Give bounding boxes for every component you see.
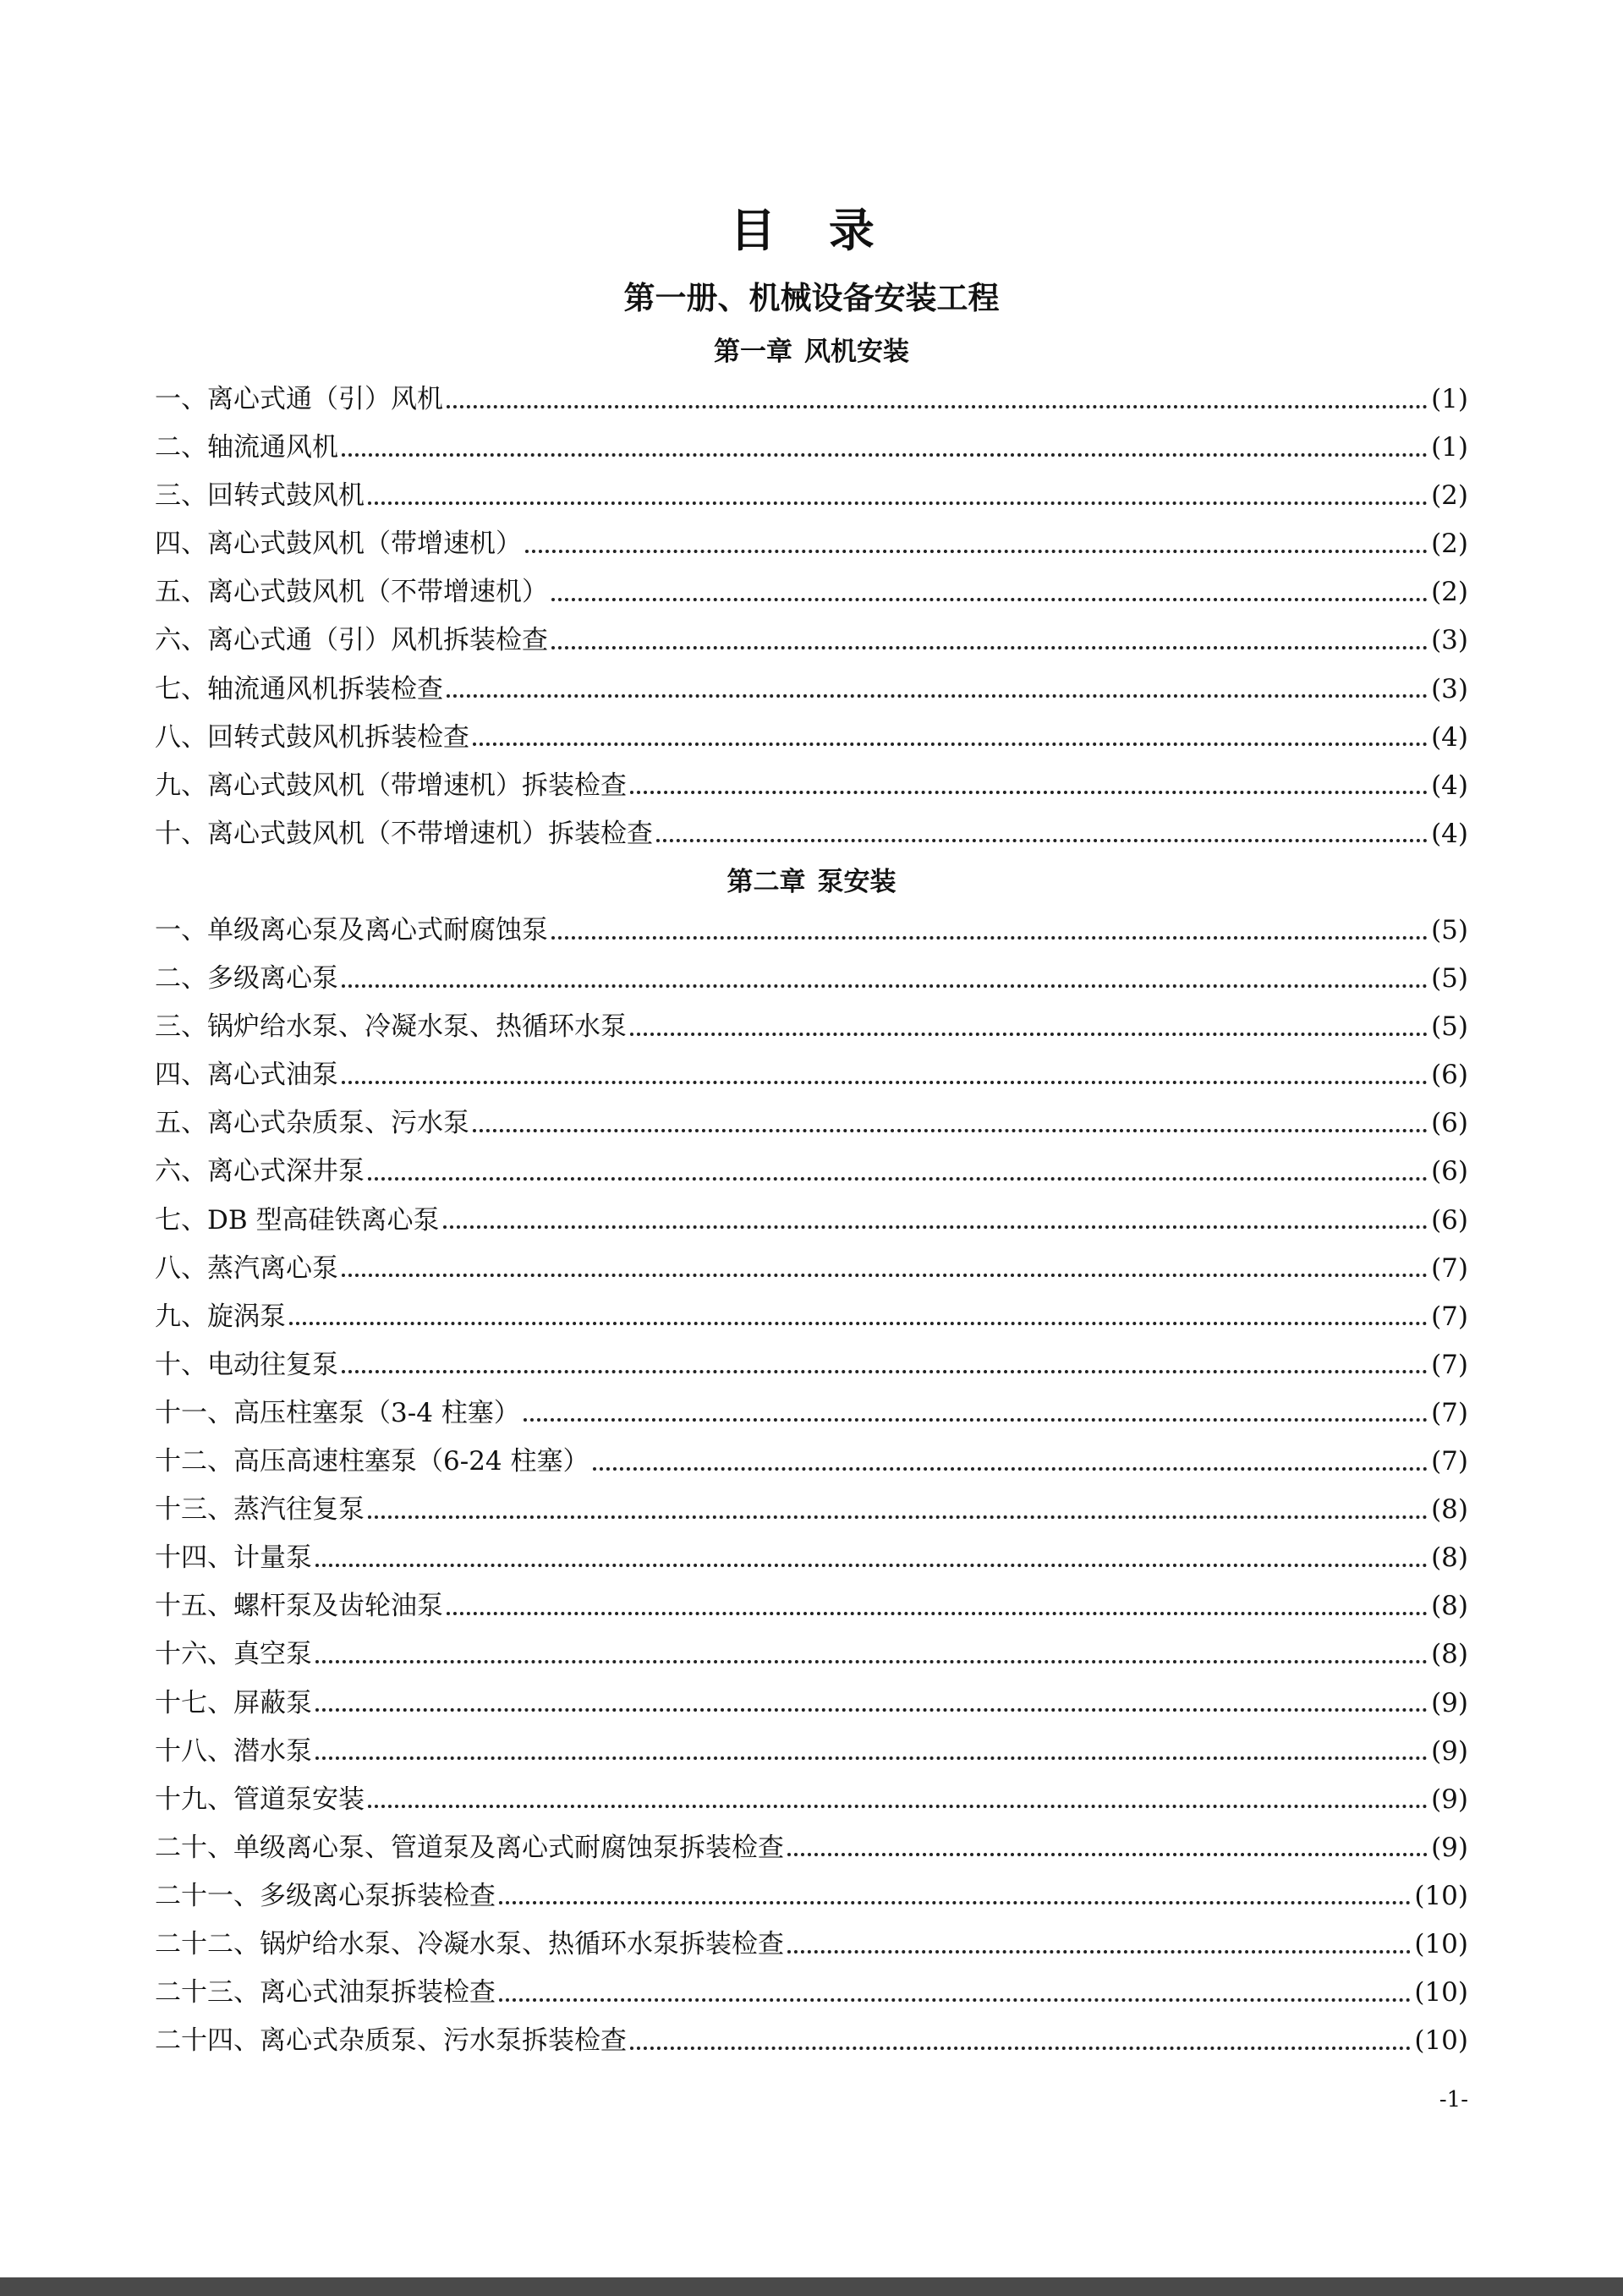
toc-entry-page: (3) bbox=[1431, 673, 1468, 704]
toc-entry bbox=[155, 1776, 1468, 1824]
toc-entry-label: 二十二、锅炉给水泵、冷凝水泵、热循环水泵拆装检查 bbox=[155, 1928, 784, 1959]
toc-entry bbox=[155, 1969, 1468, 2017]
toc-entry bbox=[155, 1389, 1468, 1438]
toc-entry bbox=[155, 810, 1468, 858]
toc-entry-page: (2) bbox=[1431, 577, 1468, 608]
toc-entry-label: 十五、螺杆泵及齿轮油泵 bbox=[155, 1591, 443, 1622]
dot-leader bbox=[289, 1322, 1428, 1325]
toc-entry-label: 二、轴流通风机 bbox=[155, 432, 338, 463]
toc-entry-label: 二十一、多级离心泵拆装检查 bbox=[155, 1880, 496, 1911]
toc-entry-page: (7) bbox=[1431, 1252, 1468, 1284]
toc-entry-page: (9) bbox=[1431, 1687, 1468, 1718]
toc-entry-page: (8) bbox=[1431, 1591, 1468, 1622]
toc-entry-label: 十九、管道泵安装 bbox=[155, 1784, 365, 1815]
toc-list-chapter-1 bbox=[155, 375, 1468, 858]
toc-entry bbox=[155, 955, 1468, 1003]
toc-entry-page: (8) bbox=[1431, 1494, 1468, 1526]
toc-entry bbox=[155, 1728, 1468, 1776]
toc-entry-label: 四、离心式油泵 bbox=[155, 1060, 338, 1091]
dot-leader bbox=[630, 1033, 1428, 1036]
dot-leader bbox=[342, 1081, 1428, 1084]
toc-entry-label: 三、回转式鼓风机 bbox=[155, 480, 365, 512]
toc-entry bbox=[155, 1003, 1468, 1051]
toc-entry bbox=[155, 520, 1468, 568]
toc-entry bbox=[155, 666, 1468, 714]
toc-entry-label: 七、DB 型高硅铁离心泵 bbox=[155, 1204, 440, 1236]
toc-entry-page: (5) bbox=[1431, 963, 1468, 995]
dot-leader bbox=[342, 1370, 1428, 1373]
volume-title: 第一册、机械设备安装工程 bbox=[623, 280, 1000, 316]
toc-entry bbox=[155, 1148, 1468, 1196]
dot-leader bbox=[368, 1805, 1428, 1808]
toc-entry-label: 六、离心式深井泵 bbox=[155, 1156, 365, 1187]
toc-entry bbox=[155, 424, 1468, 472]
toc-entry-label: 六、离心式通（引）风机拆装检查 bbox=[155, 625, 548, 656]
dot-leader bbox=[551, 598, 1428, 601]
chapter-heading-2 bbox=[0, 862, 1623, 902]
toc-entry-page: (10) bbox=[1414, 1928, 1468, 1959]
dot-leader bbox=[551, 936, 1428, 940]
toc-entry-page: (6) bbox=[1431, 1156, 1468, 1187]
toc-entry bbox=[155, 1293, 1468, 1341]
toc-entry bbox=[155, 1341, 1468, 1389]
toc-entry bbox=[155, 1245, 1468, 1293]
toc-entry-page: (7) bbox=[1431, 1349, 1468, 1380]
toc-entry bbox=[155, 762, 1468, 810]
dot-leader bbox=[368, 1515, 1428, 1519]
dot-leader bbox=[630, 791, 1428, 794]
toc-entry-label: 二、多级离心泵 bbox=[155, 963, 338, 995]
toc-entry-page: (7) bbox=[1431, 1397, 1468, 1428]
dot-leader bbox=[342, 984, 1428, 988]
toc-entry-label: 十六、真空泵 bbox=[155, 1639, 312, 1670]
toc-entry-page: (10) bbox=[1414, 2025, 1468, 2057]
toc-entry-label: 九、旋涡泵 bbox=[155, 1301, 286, 1332]
toc-entry-page: (2) bbox=[1431, 480, 1468, 512]
toc-entry-label: 十、离心式鼓风机（不带增速机）拆装检查 bbox=[155, 818, 653, 849]
toc-entry-page: (8) bbox=[1431, 1639, 1468, 1670]
dot-leader bbox=[499, 1998, 1411, 2002]
toc-entry bbox=[155, 1630, 1468, 1679]
toc-entry-label: 十、电动往复泵 bbox=[155, 1349, 338, 1380]
chapter-number: 第一章 bbox=[714, 337, 792, 367]
toc-entry-page: (9) bbox=[1431, 1735, 1468, 1767]
toc-entry bbox=[155, 1582, 1468, 1630]
toc-entry bbox=[155, 1486, 1468, 1534]
toc-entry-page: (6) bbox=[1431, 1204, 1468, 1236]
toc-entry bbox=[155, 568, 1468, 616]
toc-entry-label: 二十三、离心式油泵拆装检查 bbox=[155, 1977, 496, 2008]
toc-entry-label: 一、单级离心泵及离心式耐腐蚀泵 bbox=[155, 915, 548, 945]
toc-entry-label: 九、离心式鼓风机（带增速机）拆装检查 bbox=[155, 770, 627, 801]
toc-entry bbox=[155, 1921, 1468, 1969]
toc-entry-page: (8) bbox=[1431, 1543, 1468, 1574]
toc-entry-label: 十二、高压高速柱塞泵（6-24 柱塞） bbox=[155, 1446, 589, 1477]
toc-entry bbox=[155, 1051, 1468, 1099]
toc-entry-page: (6) bbox=[1431, 1108, 1468, 1139]
dot-leader bbox=[787, 1950, 1411, 1954]
toc-entry-page: (1) bbox=[1431, 432, 1468, 463]
dot-leader bbox=[315, 1564, 1428, 1567]
dot-leader bbox=[656, 839, 1428, 842]
dot-leader bbox=[630, 2047, 1411, 2050]
toc-entry bbox=[155, 616, 1468, 665]
toc-entry bbox=[155, 1099, 1468, 1148]
toc-entry-label: 二十、单级离心泵、管道泵及离心式耐腐蚀泵拆装检查 bbox=[155, 1832, 784, 1863]
toc-entry bbox=[155, 2017, 1468, 2065]
toc-entry bbox=[155, 1534, 1468, 1582]
toc-entry-label: 一、离心式通（引）风机 bbox=[155, 384, 443, 414]
toc-entry bbox=[155, 907, 1468, 955]
chapter-heading-1 bbox=[0, 332, 1623, 372]
page-title: 目 录 bbox=[730, 204, 893, 257]
toc-entry bbox=[155, 1824, 1468, 1872]
toc-entry-page: (10) bbox=[1414, 1977, 1468, 2008]
toc-entry-label: 五、离心式鼓风机（不带增速机） bbox=[155, 577, 548, 608]
dot-leader bbox=[787, 1853, 1428, 1856]
dot-leader bbox=[315, 1756, 1428, 1760]
dot-leader bbox=[368, 501, 1428, 505]
toc-entry-label: 五、离心式杂质泵、污水泵 bbox=[155, 1108, 469, 1139]
toc-entry bbox=[155, 375, 1468, 424]
toc-entry-page: (10) bbox=[1414, 1880, 1468, 1911]
bottom-border bbox=[0, 2277, 1623, 2296]
dot-leader bbox=[315, 1660, 1428, 1663]
toc-entry-page: (9) bbox=[1431, 1784, 1468, 1815]
dot-leader bbox=[368, 1177, 1428, 1181]
dot-leader bbox=[551, 646, 1428, 649]
toc-entry-page: (7) bbox=[1431, 1301, 1468, 1332]
toc-entry bbox=[155, 1438, 1468, 1486]
toc-entry bbox=[155, 714, 1468, 762]
dot-leader bbox=[315, 1708, 1428, 1712]
toc-entry bbox=[155, 472, 1468, 520]
toc-entry-page: (4) bbox=[1431, 818, 1468, 849]
dot-leader bbox=[447, 694, 1428, 698]
dot-leader bbox=[342, 453, 1428, 457]
toc-entry-page: (5) bbox=[1431, 1011, 1468, 1043]
toc-entry-label: 八、回转式鼓风机拆装检查 bbox=[155, 721, 469, 753]
dot-leader bbox=[525, 550, 1428, 553]
dot-leader bbox=[524, 1418, 1428, 1422]
toc-entry-page: (6) bbox=[1431, 1060, 1468, 1091]
toc-entry-page: (1) bbox=[1431, 384, 1468, 414]
dot-leader bbox=[499, 1901, 1411, 1904]
toc-entry-page: (4) bbox=[1431, 721, 1468, 753]
page-number: -1- bbox=[1439, 2087, 1468, 2112]
toc-entry bbox=[155, 1680, 1468, 1728]
toc-list-chapter-2 bbox=[155, 907, 1468, 2065]
chapter-name: 泵安装 bbox=[817, 867, 896, 897]
dot-leader bbox=[447, 405, 1428, 408]
toc-entry-page: (2) bbox=[1431, 529, 1468, 560]
dot-leader bbox=[342, 1274, 1428, 1277]
toc-entry-label: 十八、潜水泵 bbox=[155, 1735, 312, 1767]
chapter-name: 风机安装 bbox=[804, 337, 909, 367]
toc-entry-page: (3) bbox=[1431, 625, 1468, 656]
toc-entry-label: 十一、高压柱塞泵（3-4 柱塞） bbox=[155, 1397, 520, 1428]
chapter-number: 第二章 bbox=[727, 867, 806, 897]
dot-leader bbox=[593, 1467, 1428, 1471]
toc-entry-page: (4) bbox=[1431, 770, 1468, 801]
dot-leader bbox=[443, 1225, 1428, 1229]
toc-entry bbox=[155, 1872, 1468, 1921]
toc-entry-label: 二十四、离心式杂质泵、污水泵拆装检查 bbox=[155, 2025, 627, 2057]
toc-entry-label: 七、轴流通风机拆装检查 bbox=[155, 673, 443, 704]
toc-entry-label: 八、蒸汽离心泵 bbox=[155, 1252, 338, 1284]
dot-leader bbox=[447, 1612, 1428, 1615]
toc-entry-label: 三、锅炉给水泵、冷凝水泵、热循环水泵 bbox=[155, 1011, 627, 1043]
toc-entry-label: 十七、屏蔽泵 bbox=[155, 1687, 312, 1718]
dot-leader bbox=[473, 1129, 1428, 1132]
toc-entry-page: (5) bbox=[1431, 915, 1468, 945]
toc-entry-page: (7) bbox=[1431, 1446, 1468, 1477]
toc-entry-label: 四、离心式鼓风机（带增速机） bbox=[155, 529, 522, 560]
toc-entry-page: (9) bbox=[1431, 1832, 1468, 1863]
toc-entry-label: 十四、计量泵 bbox=[155, 1543, 312, 1574]
toc-entry-label: 十三、蒸汽往复泵 bbox=[155, 1494, 365, 1526]
dot-leader bbox=[473, 743, 1428, 746]
toc-entry bbox=[155, 1197, 1468, 1245]
